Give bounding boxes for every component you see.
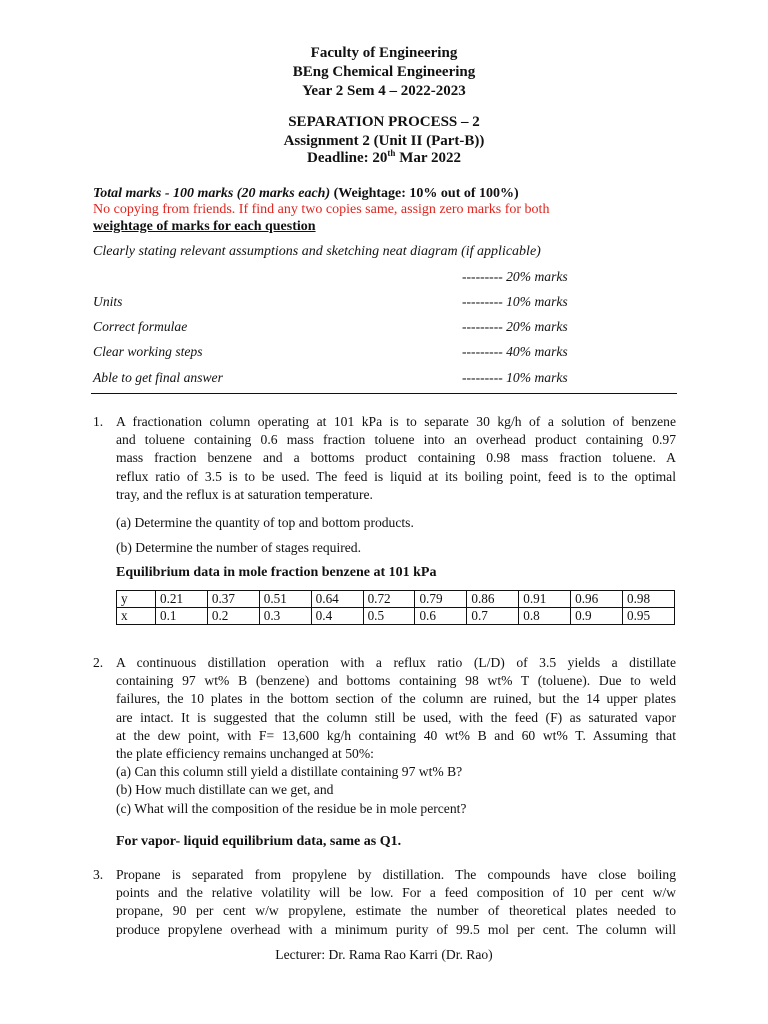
q2-number: 2. (93, 655, 104, 670)
q3-text (116, 866, 676, 939)
table-cell: 0.51 (259, 591, 311, 608)
q3-line: Propane is separated from propylene by distillation. The compounds have close boiling (116, 867, 676, 882)
q1-table-title: Equilibrium data in mole fraction benzene at 101 kPa (116, 565, 437, 580)
table-cell: 0.3 (259, 608, 311, 625)
deadline-suffix: Mar 2022 (395, 150, 461, 166)
table-cell: 0.4 (311, 608, 363, 625)
criteria-value-final: --------- 10% marks (462, 370, 568, 385)
q3-line: points and the relative volatility will be low. For a feed composition of 10 per cent w/w (116, 885, 676, 901)
divider-rule (91, 393, 677, 394)
table-row-x (117, 608, 675, 625)
deadline-sup: th (387, 148, 396, 158)
deadline-prefix: Deadline: 20 (307, 150, 388, 166)
criteria-label-formulae: Correct formulae (93, 319, 188, 334)
q2-line: are intact. It is suggested that the column still be used, with the feed (F) as saturated vapor (116, 709, 676, 725)
q1-number: 1. (93, 414, 104, 429)
q2-line: the plate efficiency remains unchanged at 50%: (116, 746, 374, 762)
q2-part-b: (b) How much distillate can we get, and (116, 782, 334, 797)
q2-part-a: (a) Can this column still yield a distillate containing 97 wt% B? (116, 764, 463, 779)
table-row-y (117, 591, 675, 608)
q1-line: mass fraction benzene and a bottoms product containing 0.98 mass fraction toluene. A (116, 450, 676, 466)
table-cell: 0.79 (415, 591, 467, 608)
criteria-intro: Clearly stating relevant assumptions and sketching neat diagram (if applicable) (93, 244, 541, 259)
table-cell: 0.9 (571, 608, 623, 625)
table-cell: 0.1 (156, 608, 208, 625)
table-cell-label: x (117, 608, 156, 625)
deadline (0, 149, 768, 168)
criteria-value-assumptions: --------- 20% marks (462, 269, 568, 284)
criteria-label-final: Able to get final answer (93, 370, 223, 385)
criteria-value-working: --------- 40% marks (462, 344, 568, 359)
q1-line: reflux ratio of 3.5 is to be used. The feed is liquid at its boiling point, feed is to the optimal (116, 468, 676, 484)
q2-line: at the dew point, with F= 13,600 kg/h containing 40 wt% B and 60 wt% T. Assuming that (116, 727, 676, 743)
equilibrium-table (116, 590, 675, 625)
weightage: (Weightage: 10% out of 100%) (330, 186, 519, 201)
table-cell: 0.98 (623, 591, 675, 608)
q1-line: A fractionation column operating at 101 kPa is to separate 30 kg/h of a solution of benzene (116, 414, 676, 429)
table-cell: 0.37 (207, 591, 259, 608)
q2-line: failures, the 10 plates in the bottom section of the column are ruined, but the 14 upper plates (116, 691, 676, 707)
criteria-value-formulae: --------- 20% marks (462, 319, 568, 334)
table-cell: 0.2 (207, 608, 259, 625)
q1-line: and toluene containing 0.6 mass fraction toluene into an overhead product containing 0.97 (116, 432, 676, 448)
table-cell: 0.6 (415, 608, 467, 625)
q2-part-c: (c) What will the composition of the residue be in mole percent? (116, 801, 467, 816)
weightage-heading: weightage of marks for each question (93, 219, 316, 234)
q2-line: containing 97 wt% B (benzene) and bottoms containing 98 wt% T (toluene). Due to weld (116, 673, 676, 689)
q3-line: produce propylene overhead with a minimum purity of 99.5 mol per cent. The column will (116, 921, 676, 937)
table-cell: 0.86 (467, 591, 519, 608)
faculty-title: Faculty of Engineering (310, 45, 458, 61)
total-marks: Total marks - 100 marks (20 marks each) (93, 186, 331, 201)
criteria-value-units: --------- 10% marks (462, 294, 568, 309)
footer-lecturer: Lecturer: Dr. Rama Rao Karri (Dr. Rao) (275, 947, 493, 962)
q3-number: 3. (93, 867, 104, 882)
copy-warning: No copying from friends. If find any two copies same, assign zero marks for both (93, 202, 550, 217)
table-cell: 0.8 (519, 608, 571, 625)
table-cell: 0.91 (519, 591, 571, 608)
table-cell: 0.96 (571, 591, 623, 608)
q1-text (116, 413, 676, 504)
table-cell: 0.64 (311, 591, 363, 608)
table-cell: 0.7 (467, 608, 519, 625)
year-title: Year 2 Sem 4 – 2022-2023 (302, 83, 466, 99)
table-cell: 0.72 (363, 591, 415, 608)
course-title: SEPARATION PROCESS – 2 (288, 114, 480, 130)
q1-line: tray, and the reflux is at saturation temperature. (116, 486, 373, 502)
assignment-title: Assignment 2 (Unit II (Part-B)) (283, 133, 485, 149)
table-cell: 0.5 (363, 608, 415, 625)
q2-note: For vapor- liquid equilibrium data, same as Q1. (116, 834, 402, 849)
q2-text (116, 654, 676, 763)
table-cell: 0.21 (156, 591, 208, 608)
criteria-label-units: Units (93, 294, 123, 309)
program-title: BEng Chemical Engineering (292, 64, 476, 80)
q3-line: propane, 90 per cent w/w propylene, estimate the number of theoretical plates needed to (116, 903, 676, 919)
q2-line: A continuous distillation operation with a reflux ratio (L/D) of 3.5 yields a distillate (116, 655, 676, 670)
criteria-label-working: Clear working steps (93, 344, 203, 359)
table-cell: 0.95 (623, 608, 675, 625)
q1-part-a: (a) Determine the quantity of top and bottom products. (116, 515, 414, 530)
q1-part-b: (b) Determine the number of stages required. (116, 540, 361, 555)
table-cell-label: y (117, 591, 156, 608)
